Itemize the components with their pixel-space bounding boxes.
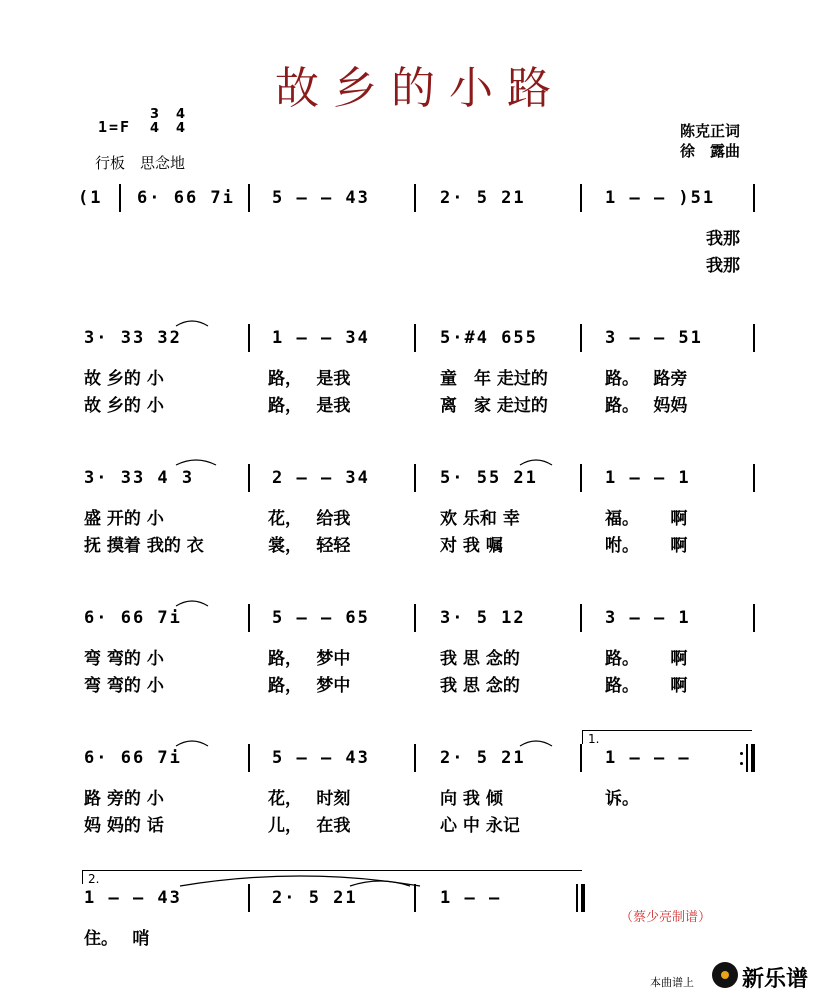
vinyl-record-icon: [712, 962, 738, 988]
lyric-verse-2: 咐。 啊: [605, 536, 688, 556]
lyric-verse-1: 我 思 念的: [440, 649, 520, 669]
lyric-verse-1: 诉。: [605, 789, 639, 809]
lyric-verse-2: 对 我 嘱: [440, 536, 503, 556]
lyric-verse-1: 路， 是我: [268, 369, 351, 389]
lyric-verse-1: 路。 路旁: [605, 369, 688, 389]
measure-intro: (1: [78, 188, 103, 208]
volta-2-label: 2.: [88, 872, 100, 886]
measure: 6· 66 7i: [84, 748, 182, 768]
measure: 1 — — 43: [84, 888, 182, 908]
measure: 3 — — 51: [605, 328, 703, 348]
lyric-verse-2: 我那: [706, 256, 740, 276]
measure: 2· 5 21: [272, 888, 358, 908]
measure: 2· 5 21: [440, 748, 526, 768]
lyric-verse-2: 裳， 轻轻: [268, 536, 351, 556]
lyric-verse-1: 福。 啊: [605, 509, 688, 529]
measure: 3· 5 12: [440, 608, 526, 628]
measure: 2 — — 34: [272, 468, 370, 488]
lyric-verse-1: 我那: [706, 229, 740, 249]
lyric-verse-2: 路， 是我: [268, 396, 351, 416]
measure: 6· 66 7i: [137, 188, 235, 208]
tempo-marking: 行板 思念地: [95, 154, 186, 172]
lyric-verse-2: 我 思 念的: [440, 676, 520, 696]
lyricist: 陈克正词: [680, 122, 741, 140]
volta-1-label: 1.: [588, 732, 600, 746]
arranger-credit: （蔡少亮制谱）: [620, 910, 712, 925]
composer: 徐 露曲: [680, 142, 741, 160]
lyric-verse-2: 故 乡的 小: [84, 396, 164, 416]
lyric-verse-2: 抚 摸着 我的 衣: [84, 536, 204, 556]
lyric-verse-1: 花， 给我: [268, 509, 351, 529]
lyric-verse-2: 路。 啊: [605, 676, 688, 696]
key-signature: 1=F: [98, 118, 132, 136]
lyric-verse-1: 盛 开的 小: [84, 509, 164, 529]
lyric-verse-1: 故 乡的 小: [84, 369, 164, 389]
song-title: 故乡的小路: [275, 63, 565, 114]
measure: 2· 5 21: [440, 188, 526, 208]
lyric-verse-2: 路。 妈妈: [605, 396, 688, 416]
measure: 3 — — 1: [605, 608, 691, 628]
footer-text: 本曲谱上: [650, 976, 694, 989]
lyric-verse-1: 欢 乐和 幸: [440, 509, 520, 529]
lyric-verse-1: 路 旁的 小: [84, 789, 164, 809]
measure: 1 — — 1: [605, 468, 691, 488]
measure: 3· 33 32: [84, 328, 182, 348]
measure: 5 — — 65: [272, 608, 370, 628]
lyric-verse-2: 心 中 永记: [440, 816, 520, 836]
lyric-verse-2: 路， 梦中: [268, 676, 351, 696]
lyric-verse-1: 向 我 倾: [440, 789, 503, 809]
brand-logo[interactable]: 新乐谱: [742, 967, 809, 992]
lyric-verse-1: 弯 弯的 小: [84, 649, 164, 669]
measure: 3· 33 4 3: [84, 468, 195, 488]
lyric-verse-1: 童 年 走过的: [440, 369, 548, 389]
measure: 5 — — 43: [272, 748, 370, 768]
lyric-verse-2: 弯 弯的 小: [84, 676, 164, 696]
lyric-verse-1: 路， 梦中: [268, 649, 351, 669]
measure: 1 — —: [440, 888, 502, 908]
measure: 1 — — 34: [272, 328, 370, 348]
time-signature-2: 4 4: [176, 107, 186, 136]
lyric-verse-1: 路。 啊: [605, 649, 688, 669]
measure: 5· 55 21: [440, 468, 538, 488]
lyric-verse-2: 儿， 在我: [268, 816, 351, 836]
lyric-verse-2: 妈 妈的 话: [84, 816, 164, 836]
measure: 1 — — —: [605, 748, 691, 768]
time-signature-1: 3 4: [150, 107, 160, 136]
measure: 5 — — 43: [272, 188, 370, 208]
measure: 6· 66 7i: [84, 608, 182, 628]
lyric-verse-2: 离 家 走过的: [440, 396, 548, 416]
measure: 5·#4 655: [440, 328, 538, 348]
measure: 1 — — )51: [605, 188, 716, 208]
lyric-verse-1: 花， 时刻: [268, 789, 351, 809]
lyric-verse-1: 住。 哨: [84, 929, 150, 949]
